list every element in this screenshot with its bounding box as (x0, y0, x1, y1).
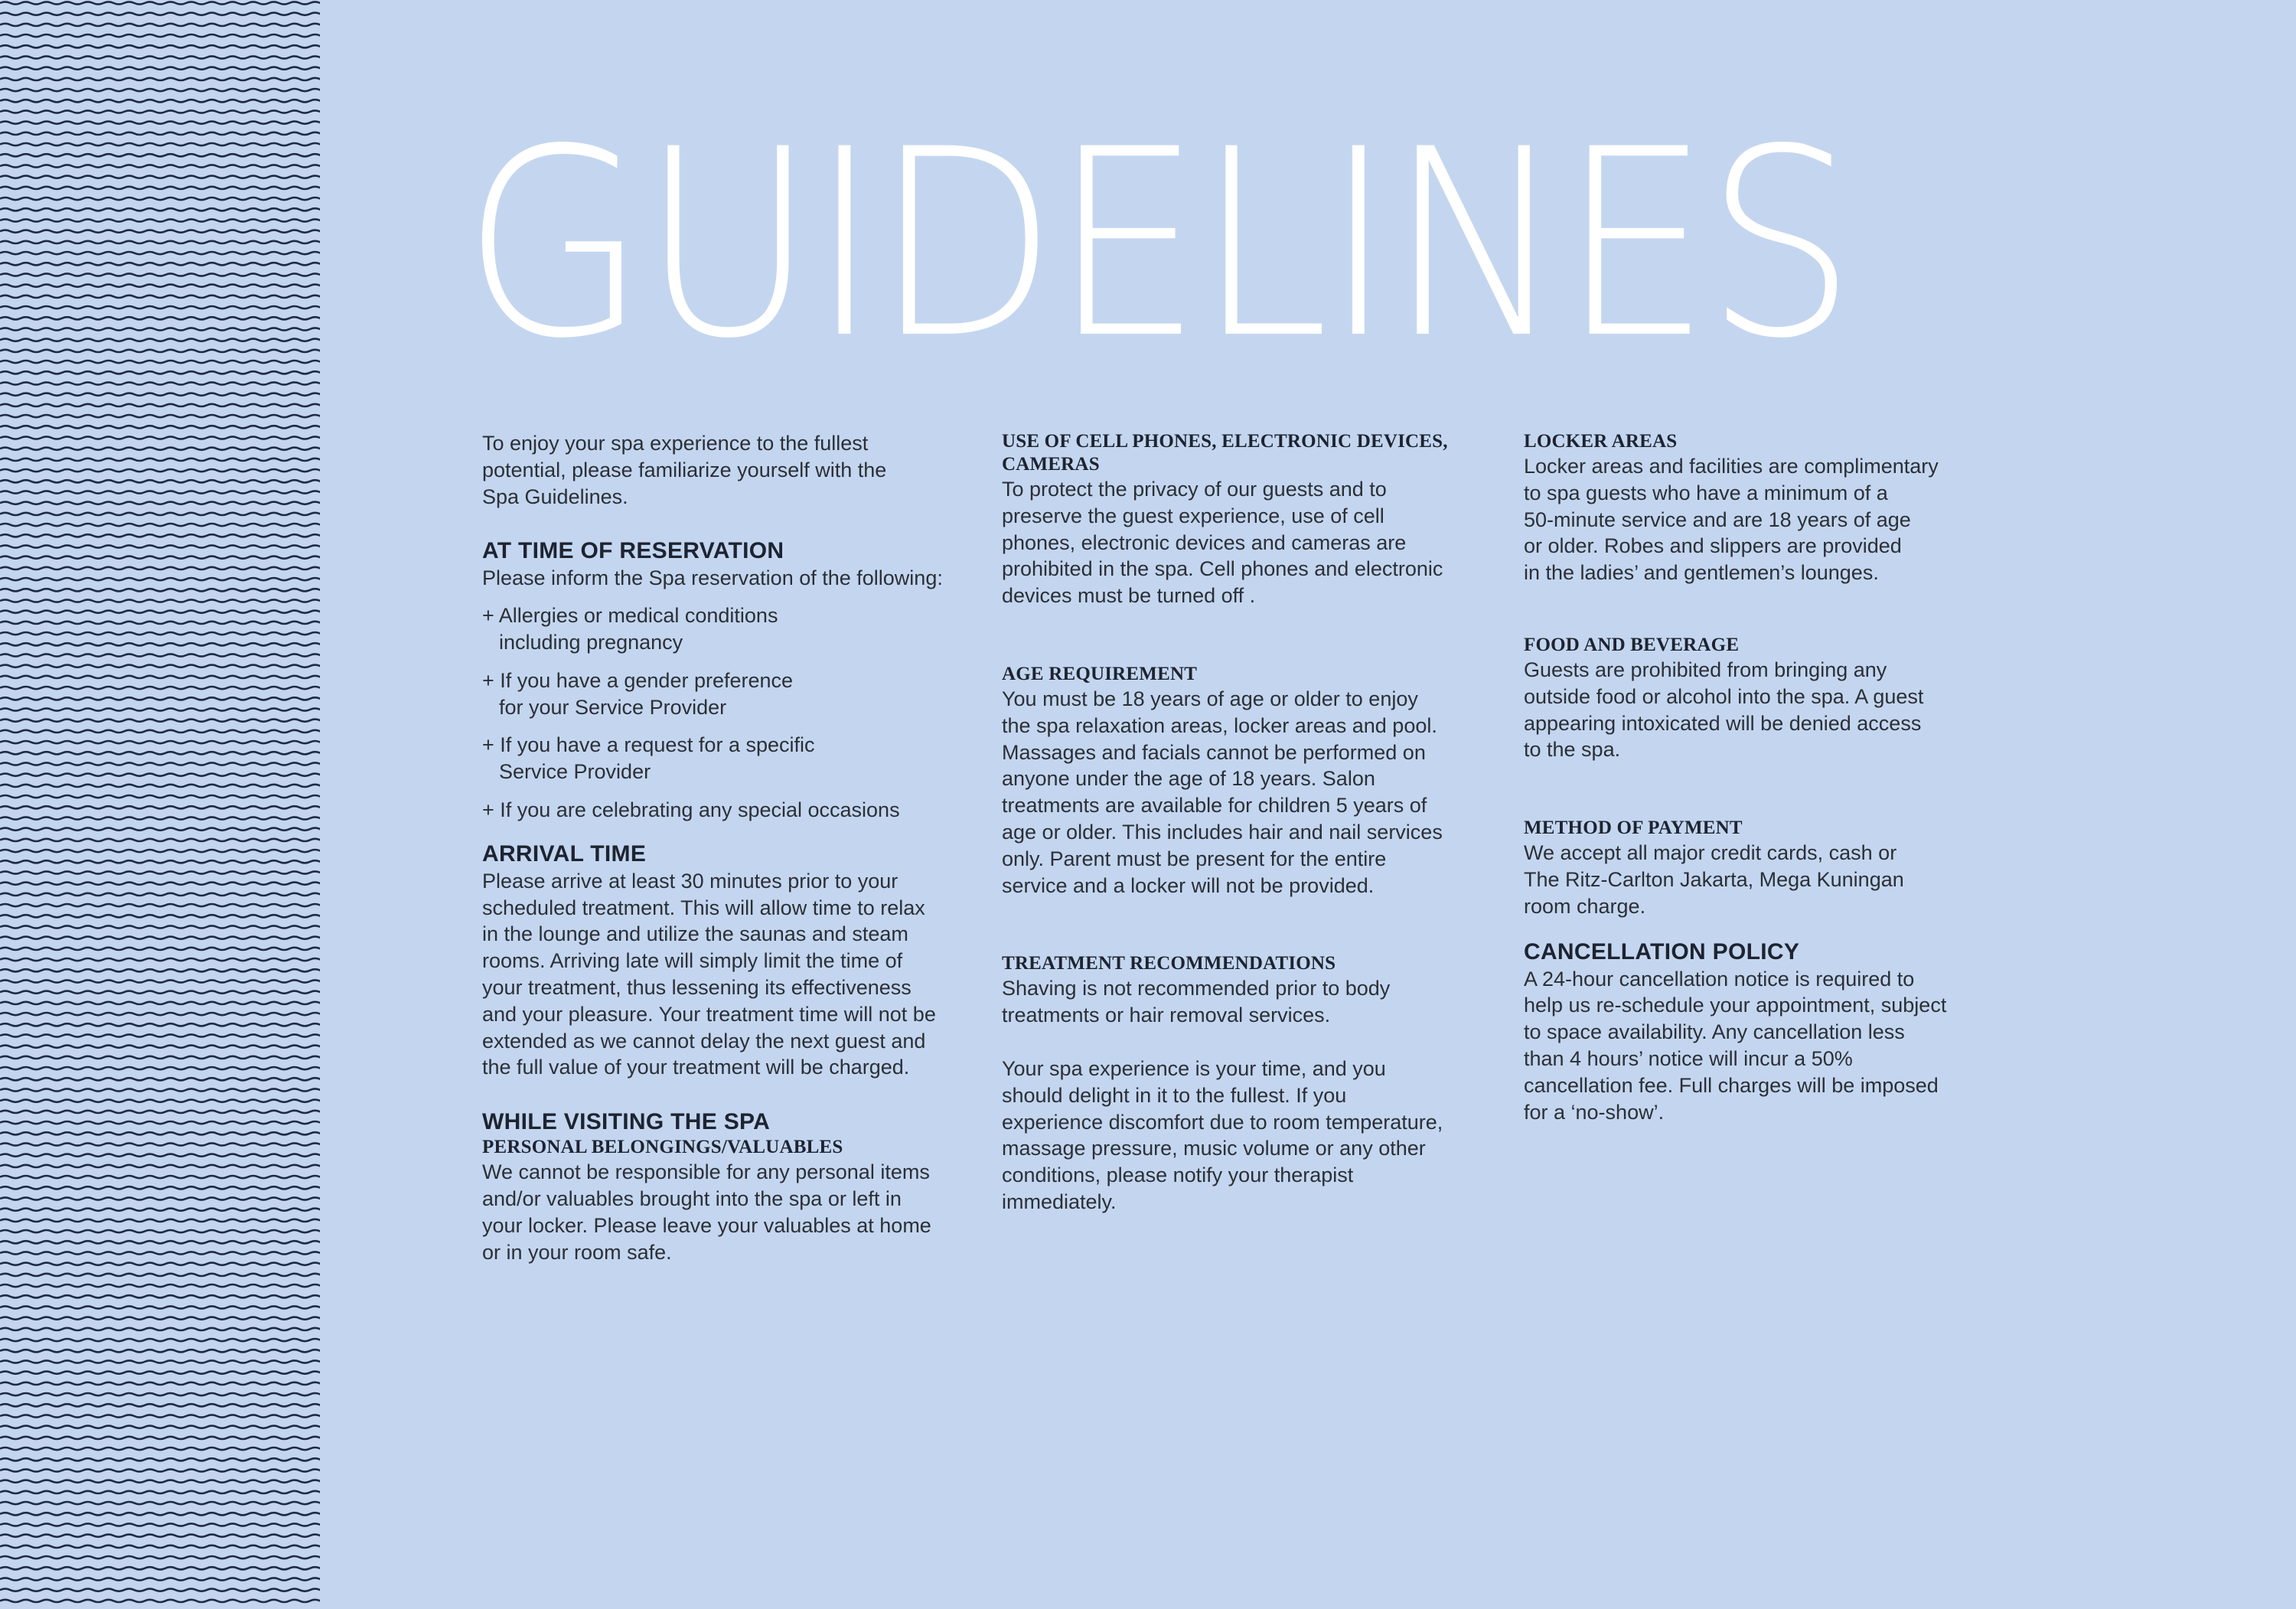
wave-line (0, 491, 320, 493)
wave-line (0, 24, 320, 26)
wave-line (0, 958, 320, 961)
wave-line (0, 1121, 320, 1124)
wave-line (0, 828, 320, 831)
wave-line (0, 676, 320, 678)
wave-line (0, 871, 320, 873)
wave-line (0, 1056, 320, 1059)
text-line: rooms. Arriving late will simply limit the time of (482, 949, 903, 973)
treatment-text (1002, 975, 1492, 1029)
wave-line (0, 1556, 320, 1558)
text-line: A 24-hour cancellation notice is required to (1524, 967, 1915, 991)
wave-line (0, 13, 320, 15)
wave-line (0, 1013, 320, 1015)
wave-line (0, 1523, 320, 1526)
wave-line (0, 502, 320, 504)
text-line: and/or valuables brought into the spa or left in (482, 1186, 902, 1210)
text-line: appearing intoxicated will be denied access (1524, 711, 1922, 735)
text-line: or older. Robes and slippers are provided (1524, 534, 1902, 558)
reservation-heading: AT TIME OF RESERVATION (482, 538, 784, 564)
wave-line (0, 1393, 320, 1395)
wave-line (0, 785, 320, 787)
wave-line (0, 1154, 320, 1157)
wave-line (0, 1165, 320, 1167)
wave-line (0, 925, 320, 928)
text-line: We accept all major credit cards, cash or (1524, 841, 1897, 865)
text-line: scheduled treatment. This will allow time to relax (482, 896, 925, 919)
wave-line (0, 67, 320, 70)
wave-line (0, 448, 320, 450)
wave-line (0, 687, 320, 689)
age-heading: AGE REQUIREMENT (1002, 663, 1198, 684)
age-text (1002, 686, 1492, 899)
wave-line (0, 937, 320, 939)
heading-line: CAMERAS (1002, 454, 1100, 475)
locker-text (1524, 453, 1983, 586)
bullet-line: + If you are celebrating any special occasions (482, 798, 900, 821)
wave-line (0, 1567, 320, 1569)
wave-line (0, 850, 320, 852)
visiting-text (482, 1159, 980, 1265)
wave-line (0, 295, 320, 298)
wave-line (0, 611, 320, 613)
intro-line: potential, please familiarize yourself with the (482, 458, 887, 481)
wave-line (0, 708, 320, 710)
wave-line (0, 589, 320, 591)
wave-line (0, 328, 320, 330)
wave-line (0, 1360, 320, 1363)
column-middle (1002, 430, 1492, 1216)
wave-line (0, 1480, 320, 1483)
text-line: for a ‘no-show’. (1524, 1100, 1665, 1124)
wave-line (0, 1067, 320, 1069)
text-line: your treatment, thus lessening its effectiveness (482, 975, 912, 999)
text-line: in the ladies’ and gentlemen’s lounges. (1524, 561, 1879, 585)
text-line: only. Parent must be present for the entire (1002, 847, 1387, 870)
wave-line (0, 56, 320, 58)
wave-line (0, 197, 320, 200)
text-line: prohibited in the spa. Cell phones and electronic (1002, 557, 1443, 581)
wave-line (0, 285, 320, 287)
text-line: To protect the privacy of our guests and to (1002, 478, 1387, 501)
wave-line (0, 89, 320, 91)
wave-line (0, 350, 320, 352)
wave-line (0, 1143, 320, 1145)
wave-pattern-strip (0, 0, 320, 1609)
wave-line (0, 762, 320, 765)
wave-line (0, 1600, 320, 1602)
wave-line (0, 1263, 320, 1265)
text-line: extended as we cannot delay the next guest and (482, 1029, 926, 1053)
heading-line: USE OF CELL PHONES, ELECTRONIC DEVICES, (1002, 431, 1448, 452)
wave-line (0, 1469, 320, 1471)
text-line: Please arrive at least 30 minutes prior to your (482, 869, 899, 893)
wave-line (0, 1317, 320, 1320)
wave-line (0, 817, 320, 819)
wave-line (0, 1372, 320, 1374)
treatment-heading: TREATMENT RECOMMENDATIONS (1002, 953, 1336, 974)
text-line: cancellation fee. Full charges will be imposed (1524, 1073, 1939, 1097)
visiting-heading: WHILE VISITING THE SPA (482, 1109, 771, 1135)
column-right (1524, 430, 1983, 1125)
bullet-line: + If you have a request for a specific (482, 733, 815, 757)
wave-line (0, 1404, 320, 1406)
cancellation-heading: CANCELLATION POLICY (1524, 938, 1800, 964)
wave-line (0, 1295, 320, 1297)
text-line: in the lounge and utilize the saunas and steam (482, 922, 908, 946)
wave-line (0, 1230, 320, 1232)
wave-line (0, 654, 320, 656)
bullet-line: + Allergies or medical conditions (482, 604, 778, 628)
wave-line (0, 948, 320, 950)
wave-line (0, 371, 320, 374)
wave-line (0, 436, 320, 439)
wave-line (0, 632, 320, 635)
wave-line (0, 1252, 320, 1254)
text-line: immediately. (1002, 1190, 1117, 1213)
intro-line: Spa Guidelines. (482, 485, 628, 508)
bullet-item (482, 797, 980, 824)
text-line: should delight in it to the fullest. If you (1002, 1083, 1347, 1107)
wave-line (0, 1186, 320, 1189)
wave-line (0, 415, 320, 417)
wave-line (0, 1002, 320, 1004)
wave-line (0, 1284, 320, 1287)
wave-line (0, 839, 320, 841)
text-line: 50-minute service and are 18 years of age (1524, 508, 1911, 531)
wave-line (0, 154, 320, 156)
wave-line (0, 165, 320, 167)
wave-line (0, 513, 320, 515)
wave-line (0, 1535, 320, 1537)
text-line: Massages and facials cannot be performed on (1002, 740, 1426, 764)
bullet-line: including pregnancy (499, 630, 683, 654)
text-line: preserve the guest experience, use of cell (1002, 504, 1384, 527)
text-line: Locker areas and facilities are complimentary (1524, 455, 1939, 478)
text-line: and your pleasure. Your treatment time will not be (482, 1002, 936, 1026)
wave-line (0, 1023, 320, 1026)
wave-line (0, 469, 320, 472)
wave-line (0, 1426, 320, 1428)
wave-line (0, 1502, 320, 1504)
wave-line (0, 393, 320, 396)
intro-text (482, 430, 980, 510)
closing-text (1002, 1056, 1492, 1216)
wave-line (0, 556, 320, 559)
wave-line (0, 143, 320, 145)
cancellation-text (1524, 966, 1983, 1126)
wave-line (0, 643, 320, 645)
text-line: We cannot be responsible for any personal items (482, 1160, 930, 1184)
wave-line (0, 339, 320, 341)
wave-line (0, 1132, 320, 1134)
wave-line (0, 599, 320, 602)
wave-line (0, 219, 320, 221)
phones-heading (1002, 430, 1492, 476)
bullet-line: for your Service Provider (499, 695, 727, 719)
wave-line (0, 1078, 320, 1080)
text-line: outside food or alcohol into the spa. A guest (1524, 684, 1924, 708)
text-line: to spa guests who have a minimum of a (1524, 481, 1888, 504)
wave-line (0, 883, 320, 885)
bullet-item (482, 602, 980, 656)
wave-line (0, 1034, 320, 1036)
wave-line (0, 361, 320, 363)
wave-line (0, 1447, 320, 1450)
wave-line (0, 904, 320, 906)
text-line: service and a locker will not be provided. (1002, 873, 1375, 897)
text-line: massage pressure, music volume or any other (1002, 1137, 1426, 1160)
wave-line (0, 524, 320, 526)
wave-line (0, 34, 320, 37)
wave-line (0, 534, 320, 537)
text-line: The Ritz-Carlton Jakarta, Mega Kuningan (1524, 867, 1904, 891)
page-title: GUIDELINES (462, 93, 1851, 395)
wave-line (0, 252, 320, 254)
wave-line (0, 969, 320, 971)
wave-line (0, 1100, 320, 1102)
column-left (482, 430, 980, 1265)
payment-heading: METHOD OF PAYMENT (1524, 818, 1743, 839)
wave-line (0, 1350, 320, 1352)
wave-line (0, 273, 320, 276)
bullet-line: + If you have a gender preference (482, 668, 794, 692)
wave-line (0, 404, 320, 406)
food-text (1524, 657, 1983, 763)
wave-line (0, 480, 320, 482)
wave-line (0, 110, 320, 113)
food-heading: FOOD AND BEVERAGE (1524, 634, 1740, 655)
wave-line (0, 545, 320, 547)
reservation-bullets (482, 592, 980, 824)
wave-line (0, 1458, 320, 1461)
valuables-subheading: PERSONAL BELONGINGS/VALUABLES (482, 1137, 843, 1158)
text-line: conditions, please notify your therapist (1002, 1164, 1354, 1187)
wave-line (0, 1339, 320, 1341)
wave-line (0, 230, 320, 233)
wave-line (0, 1578, 320, 1580)
text-line: the full value of your treatment will be charged. (482, 1056, 910, 1079)
wave-line (0, 208, 320, 211)
wave-line (0, 1209, 320, 1211)
wave-line (0, 1088, 320, 1091)
text-line: or in your room safe. (482, 1240, 672, 1264)
wave-line (0, 1491, 320, 1493)
wave-line (0, 1241, 320, 1243)
wave-line (0, 1111, 320, 1113)
wave-line (0, 1328, 320, 1330)
text-line: age or older. This includes hair and nail services (1002, 820, 1443, 844)
wave-line (0, 980, 320, 982)
wave-line (0, 730, 320, 733)
wave-line (0, 567, 320, 570)
wave-line (0, 697, 320, 700)
wave-line (0, 1437, 320, 1439)
wave-line (0, 795, 320, 798)
wave-line (0, 665, 320, 667)
text-line: to space availability. Any cancellation less (1524, 1020, 1905, 1044)
wave-line (0, 176, 320, 178)
text-line: Guests are prohibited from bringing any (1524, 658, 1887, 681)
wave-line (0, 1306, 320, 1308)
wave-line (0, 991, 320, 994)
wave-line (0, 1545, 320, 1548)
wave-line (0, 1274, 320, 1276)
payment-text (1524, 840, 1983, 919)
text-line: anyone under the age of 18 years. Salon (1002, 767, 1375, 791)
wave-line (0, 622, 320, 624)
text-line: You must be 18 years of age or older to enjoy (1002, 687, 1418, 710)
wave-line (0, 382, 320, 384)
wave-line (0, 2, 320, 4)
bullet-line: Service Provider (499, 760, 651, 784)
text-line: than 4 hours’ notice will incur a 50% (1524, 1046, 1853, 1070)
wave-line (0, 860, 320, 863)
arrival-text (482, 868, 980, 1081)
wave-line (0, 1176, 320, 1178)
wave-line (0, 1415, 320, 1417)
wave-line (0, 1046, 320, 1048)
arrival-heading: ARRIVAL TIME (482, 840, 647, 867)
wave-line (0, 122, 320, 124)
wave-line (0, 459, 320, 461)
wave-line (0, 1197, 320, 1199)
wave-line (0, 45, 320, 47)
text-line: treatments or hair removal services. (1002, 1004, 1331, 1027)
wave-line (0, 806, 320, 808)
wave-line (0, 317, 320, 319)
text-line: room charge. (1524, 894, 1646, 918)
wave-line (0, 132, 320, 135)
text-line: devices must be turned off . (1002, 584, 1256, 608)
wave-line (0, 78, 320, 80)
text-line: to the spa. (1524, 738, 1621, 762)
wave-line (0, 1589, 320, 1591)
wave-line (0, 100, 320, 102)
text-line: your locker. Please leave your valuables at home (482, 1213, 931, 1237)
text-line: Shaving is not recommended prior to body (1002, 977, 1391, 1000)
locker-heading: LOCKER AREAS (1524, 431, 1678, 452)
bullet-item (482, 667, 980, 721)
wave-line (0, 752, 320, 754)
text-line: the spa relaxation areas, locker areas and pool. (1002, 713, 1437, 737)
wave-line (0, 306, 320, 308)
wave-pattern-graphic (0, 0, 320, 1609)
reservation-lead: Please inform the Spa reservation of the following: (482, 566, 943, 590)
wave-line (0, 1513, 320, 1515)
phones-text (1002, 476, 1492, 609)
wave-line (0, 915, 320, 917)
wave-line (0, 741, 320, 743)
wave-line (0, 241, 320, 243)
wave-line (0, 1219, 320, 1222)
text-line: experience discomfort due to room temperature, (1002, 1110, 1443, 1134)
wave-line (0, 720, 320, 722)
intro-line: To enjoy your spa experience to the fullest (482, 432, 869, 455)
wave-line (0, 774, 320, 776)
bullet-item (482, 732, 980, 785)
text-line: phones, electronic devices and cameras are (1002, 530, 1407, 554)
text-line: treatments are available for children 5 years of (1002, 794, 1427, 818)
wave-line (0, 187, 320, 189)
wave-line (0, 893, 320, 896)
wave-line (0, 578, 320, 580)
text-line: Your spa experience is your time, and you (1002, 1056, 1386, 1080)
wave-line (0, 263, 320, 265)
wave-line (0, 1382, 320, 1385)
wave-line (0, 426, 320, 428)
text-line: help us re-schedule your appointment, subject (1524, 994, 1947, 1017)
